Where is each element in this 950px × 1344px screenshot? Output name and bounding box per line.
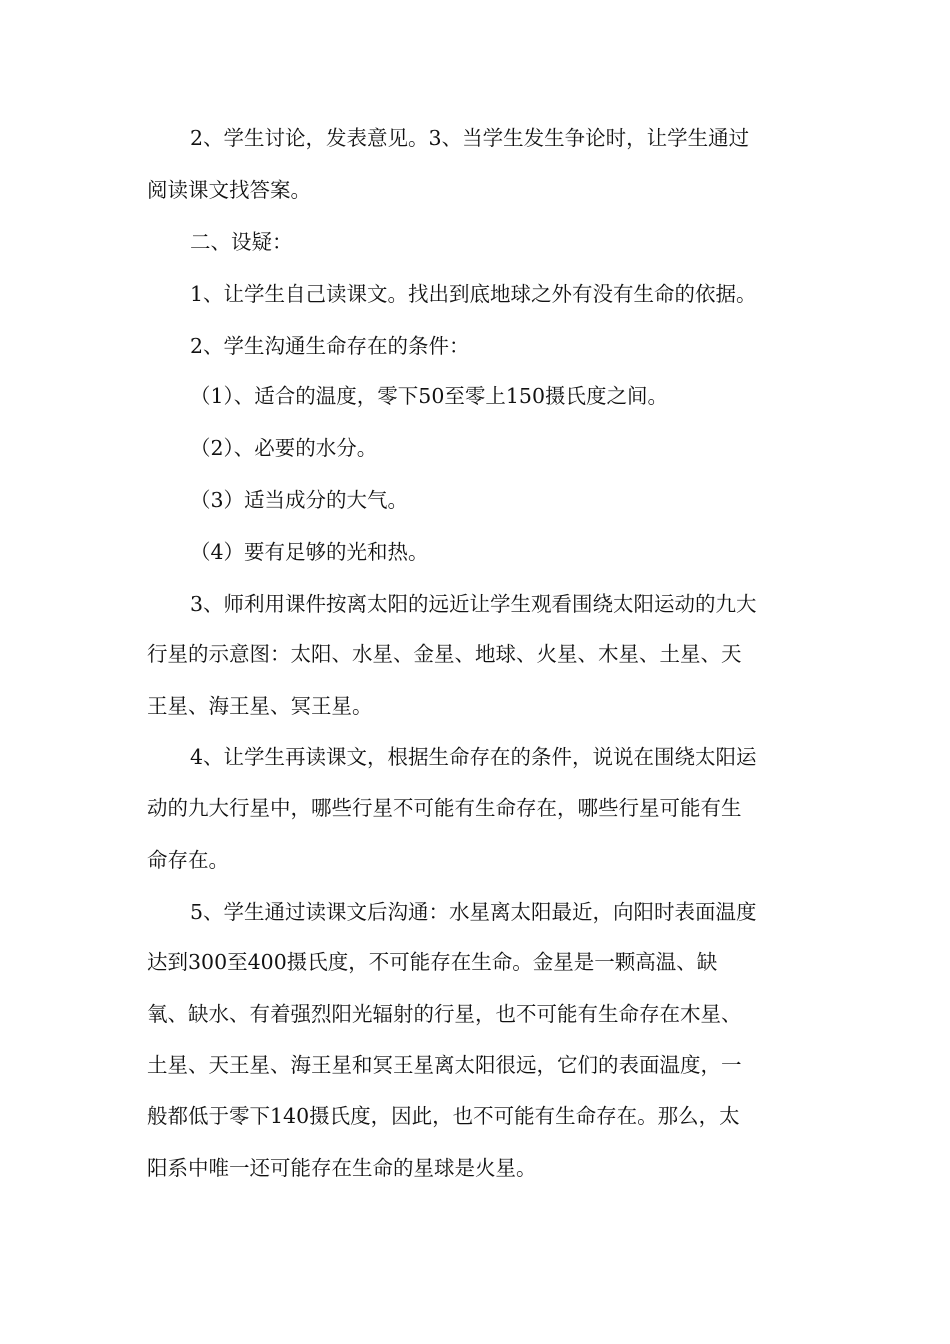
- text-line: 命存在。: [147, 848, 229, 872]
- text-line: 土星、天王星、海王星和冥王星离太阳很远，它们的表面温度，一: [147, 1053, 742, 1077]
- text-line: 动的九大行星中，哪些行星不可能有生命存在，哪些行星可能有生: [147, 796, 742, 820]
- text-line: 阅读课文找答案。: [147, 178, 311, 202]
- text-line: 4、让学生再读课文，根据生命存在的条件，说说在围绕太阳运: [190, 745, 757, 769]
- text-line: 氧、缺水、有着强烈阳光辐射的行星，也不可能有生命存在木星、: [147, 1002, 742, 1026]
- section-heading: 二、设疑：: [190, 230, 293, 254]
- list-item: （3）适当成分的大气。: [190, 488, 409, 512]
- text-line: 王星、海王星、冥王星。: [147, 694, 373, 718]
- list-item: （4）要有足够的光和热。: [190, 540, 429, 564]
- text-line: 3、师利用课件按离太阳的远近让学生观看围绕太阳运动的九大: [190, 592, 757, 616]
- text-line: 2、学生讨论，发表意见。3、当学生发生争论时，让学生通过: [190, 126, 750, 150]
- text-line: 般都低于零下140摄氏度，因此，也不可能有生命存在。那么，太: [147, 1104, 740, 1128]
- list-item: （2）、必要的水分。: [190, 436, 378, 460]
- text-line: 2、学生沟通生命存在的条件：: [190, 334, 470, 358]
- text-line: 行星的示意图：太阳、水星、金星、地球、火星、木星、土星、天: [147, 642, 742, 666]
- text-line: 阳系中唯一还可能存在生命的星球是火星。: [147, 1156, 537, 1180]
- list-item: （1）、适合的温度，零下50至零上150摄氏度之间。: [190, 384, 669, 408]
- text-line: 1、让学生自己读课文。找出到底地球之外有没有生命的依据。: [190, 282, 757, 306]
- text-line: 达到300至400摄氏度，不可能存在生命。金星是一颗高温、缺: [147, 950, 718, 974]
- text-line: 5、学生通过读课文后沟通：水星离太阳最近，向阳时表面温度: [190, 900, 757, 924]
